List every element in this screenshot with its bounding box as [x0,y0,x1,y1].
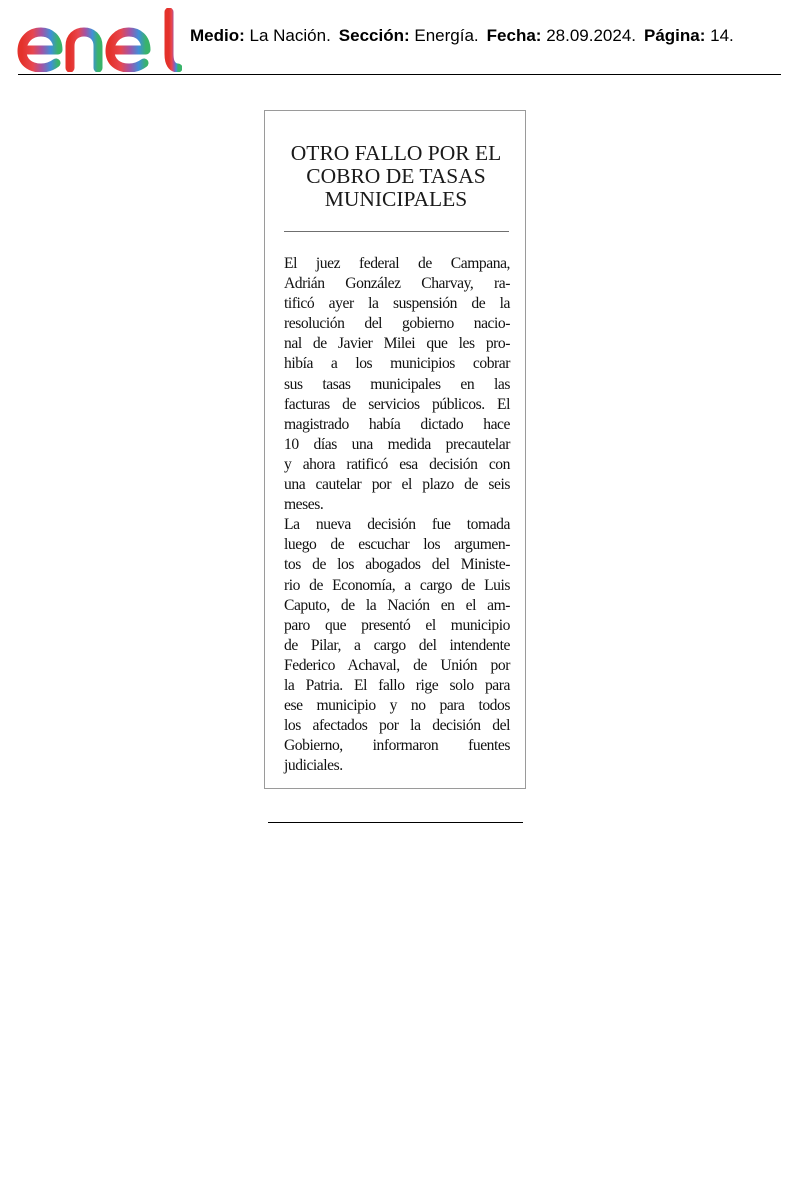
body-line: 10 días una medida precautelar [284,435,510,453]
body-line: una cautelar por el plazo de seis [284,476,510,494]
body-line: Adrián González Charvay, ra- [284,275,510,293]
headline-line: MUNICIPALES [324,187,468,211]
body-line: los afectados por la decisión del [284,717,510,735]
seccion-value: Energía. [414,26,479,45]
body-line: tos de los abogados del Ministe- [284,556,510,574]
clipping-metadata [190,26,734,46]
body-line: El juez federal de Campana, [284,255,510,272]
body-line: judiciales. [284,757,343,775]
body-line: facturas de servicios públicos. El [284,395,510,413]
seccion-label: Sección: [338,26,410,45]
news-clipping [264,110,526,789]
body-line: Federico Achaval, de Unión por [284,656,510,674]
body-line: y ahora ratificó esa decisión con [284,455,510,473]
header [0,0,800,76]
body-line: Caputo, de la Nación en el am- [284,596,510,614]
body-line: resolución del gobierno nacio- [284,315,510,333]
body-line: la Patria. El fallo rige solo para [284,676,510,694]
headline-divider [284,231,509,232]
body-line: de Pilar, a cargo del intendente [284,636,510,654]
body-line: paro que presentó el municipio [284,616,510,634]
clipping-end-divider [268,822,523,823]
header-divider [18,74,781,75]
body-line: Gobierno, informaron fuentes [284,737,510,755]
headline-line: OTRO FALLO POR EL [290,141,502,165]
enel-logo [14,8,182,72]
body-line: magistrado había dictado hace [284,415,510,433]
body-line: nal de Javier Milei que les pro- [284,335,510,353]
medio-value: La Nación. [249,26,331,45]
body-line: rio de Economía, a cargo de Luis [284,576,510,594]
body-line: sus tasas municipales en las [284,375,510,393]
body-line: luego de escuchar los argumen- [284,536,510,554]
body-line: hibía a los municipios cobrar [284,355,510,373]
body-line: ese municipio y no para todos [284,697,510,715]
body-line: tificó ayer la suspensión de la [284,295,510,313]
fecha-value: 28.09.2024. [546,26,636,45]
medio-label: Medio: [190,26,245,45]
headline-line: COBRO DE TASAS [306,164,486,188]
body-line: meses. [284,496,324,514]
body-line: La nueva decisión fue tomada [284,516,510,534]
pagina-value: 14. [710,26,734,45]
pagina-label: Página: [644,26,706,45]
article-headline [279,142,513,211]
fecha-label: Fecha: [486,26,542,45]
article-body [284,254,510,776]
